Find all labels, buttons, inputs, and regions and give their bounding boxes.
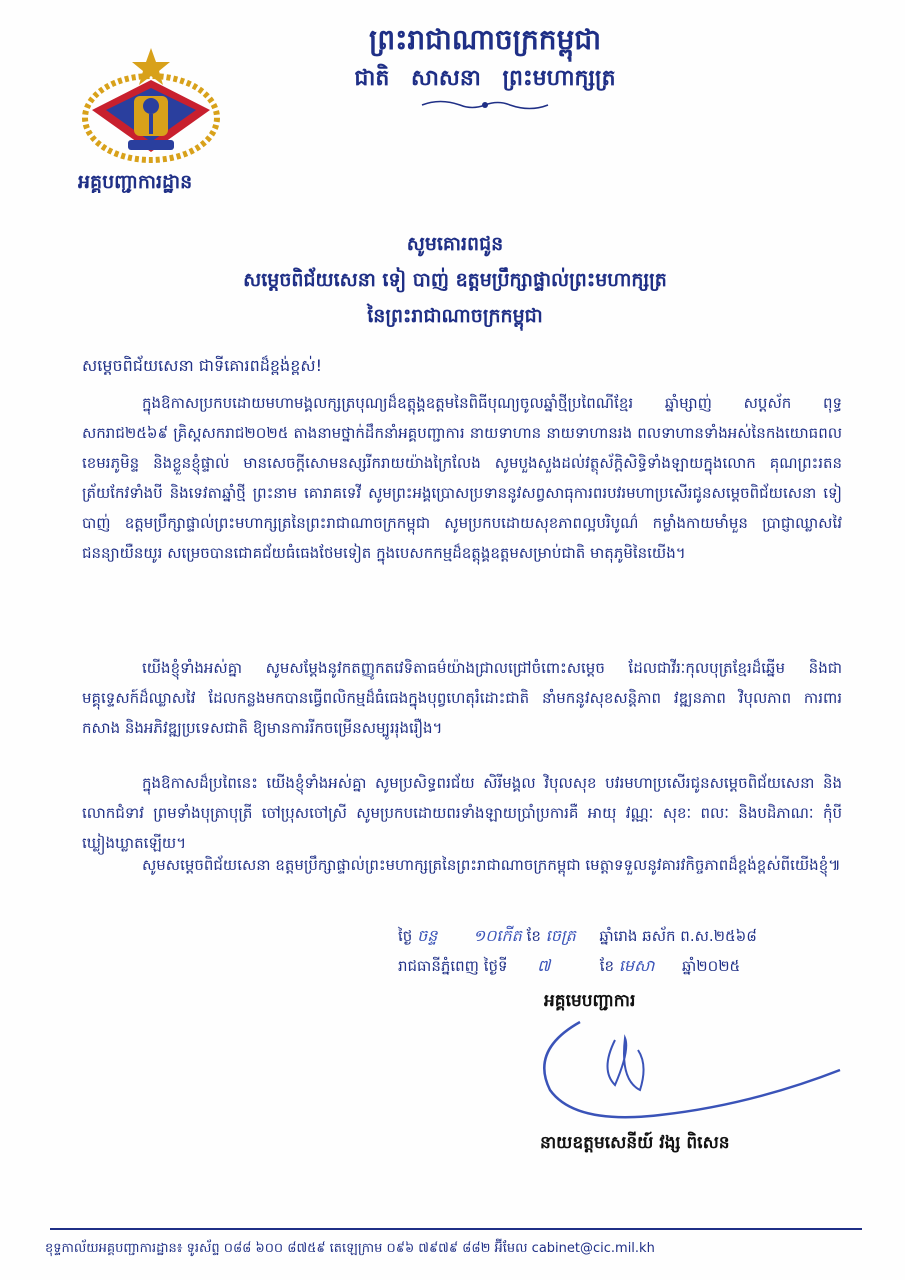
kingdom-heading: ព្រះរាជាណាចក្រកម្ពុជា: [368, 23, 601, 56]
paragraph-4: [82, 850, 842, 880]
solar-month-prefix: ខែ: [599, 957, 615, 975]
city-day-prefix: រាជធានីភ្នំពេញ ថ្ងៃទី: [398, 957, 508, 975]
lunar-date-line: [398, 925, 757, 949]
lunar-month-prefix: ខែ: [526, 927, 541, 945]
solar-year: ឆ្នាំ២០២៥: [681, 957, 741, 975]
footer-contact: ខុទ្ទកាល័យអគ្គបញ្ជាការដ្ឋាន៖ ទូរស័ព្ទ ០៨៨ ៦០០ ៨៧៥៩ តេឡេក្រាម ០៩៦ ៧៩៧៩ ៨៨២ អ៊ីមែល cabinet@cic.mil.kh: [45, 1241, 655, 1256]
salutation-heading: សូមគោរពជូន: [406, 233, 504, 255]
lunar-year: ឆ្នាំរោង ឆស័ក ព.ស.២៥៦៨: [599, 927, 757, 945]
lunar-month-handwritten: ចេត្រ: [545, 926, 576, 945]
addressee-name: សម្តេចពិជ័យសេនា ទៀ បាញ់ ឧត្តមប្រឹក្សាផ្ទាល់ព្រះមហាក្សត្រ: [243, 269, 667, 291]
solar-date-line: [398, 955, 740, 979]
paragraph-3: [82, 768, 842, 858]
lunar-day-prefix: ថ្ងៃ: [398, 927, 413, 945]
army-emblem-icon: [72, 40, 230, 170]
addressee-country: នៃព្រះរាជាណាចក្រកម្ពុជា: [367, 305, 543, 327]
solar-day-handwritten: ៧: [537, 956, 551, 975]
solar-month-handwritten: មេសា: [618, 956, 655, 975]
national-motto: ជាតិ សាសនា ព្រះមហាក្សត្រ: [354, 66, 616, 91]
ornament-divider-icon: [420, 98, 550, 112]
org-name: អគ្គបញ្ជាការដ្ឋាន: [78, 171, 193, 193]
paragraph-4-text: សូមសម្តេចពិជ័យសេនា ឧត្តមប្រឹក្សាផ្ទាល់ព្រះមហាក្សត្រនៃព្រះរាជាណាចក្រកម្ពុជា មេត្តាទទួលនូវគារវកិច្ចភាពដ៏ខ្ពង់ខ្ពស់ពីយើងខ្ញុំ៕: [142, 856, 841, 874]
paragraph-2-text: យើងខ្ញុំទាំងអស់គ្នា សូមសម្តែងនូវកតញ្ញូកតវេទិតាធម៌យ៉ាងជ្រាលជ្រៅចំពោះសម្តេច ដែលជាវីរៈកុលបុត្រខ្មែរដ៏ឆ្នើម និងជាមគ្គុទ្ទេសក៍ដ៏ឈ្លាសវៃ ដែលកន្លងមកបានធ្វើពលិកម្មដ៏ធំធេងក្នុងបុព្វហេតុរំដោះជាតិ នាំមកនូវសុខសន្តិភាព វឌ្ឍនភាព វិបុលភាព ការពារ កសាង និងអភិវឌ្ឍប្រទេសជាតិ ឱ្យមានការរីកចម្រើនសម្បូររុងរឿង។: [82, 659, 842, 737]
paragraph-2: [82, 653, 842, 743]
footer-divider: [50, 1228, 862, 1230]
paragraph-1: [82, 388, 842, 568]
paragraph-1-text: ក្នុងឱកាសប្រកបដោយមហាមង្គលក្សត្របុណ្យដ៏ឧត្តុង្គឧត្តមនៃពិធីបុណ្យចូលឆ្នាំថ្មីប្រពៃណីខ្មែរ ឆ្នាំម្សាញ់ សប្តស័ក ពុទ្ធសករាជ២៥៦៩ គ្រិស្តសករាជ២០២៥ តាងនាមថ្នាក់ដឹកនាំអគ្គបញ្ជាការ នាយទាហាន នាយទាហានរង ពលទាហានទាំងអស់នៃកងយោធពលខេមរភូមិន្ទ និងខ្លួនខ្ញុំផ្ទាល់ មានសេចក្តីសោមនស្សរីករាយយ៉ាងក្រៃលែង សូមបួងសួងដល់វត្ថុស័ក្តិសិទ្ធិទាំងឡាយក្នុងលោក គុណព្រះរតនត្រ័យកែវទាំងបី និងទេវតាឆ្នាំថ្មី ព្រះនាម គោរាគទេវី សូមព្រះអង្គប្រោសប្រទាននូវសព្វសាធុការពរបវរមហាប្រសើរជូនសម្តេចពិជ័យសេនា ទៀ បាញ់ ឧត្តមប្រឹក្សាផ្ទាល់ព្រះមហាក្សត្រនៃព្រះរាជាណាចក្រកម្ពុជា សូមប្រកបដោយសុខភាពល្អបរិបូណ៌ កម្លាំងកាយមាំមួន ប្រាជ្ញាឈ្លាសវៃ ជនន្យាយឺនយូរ សម្រេចបានជោគជ័យធំធេងថែមទៀត ក្នុងបេសកកម្មដ៏ឧត្តុង្គឧត្តមសម្រាប់ជាតិ មាតុភូមិនៃយើង។: [82, 394, 842, 562]
handwritten-signature-icon: [520, 1010, 850, 1140]
paragraph-3-text: ក្នុងឱកាសដ៏ប្រពៃនេះ យើងខ្ញុំទាំងអស់គ្នា សូមប្រសិទ្ធពរជ័យ សិរីមង្គល វិបុលសុខ បវរមហាប្រសើរជូនសម្តេចពិជ័យសេនា និងលោកជំទាវ ព្រមទាំងបុត្រាបុត្រី ចៅប្រុសចៅស្រី សូមប្រកបដោយពរទាំងឡាយប្រាំប្រការគឺ អាយុ វណ្ណៈ សុខៈ ពលៈ និងបដិភាណៈ កុំបីឃ្លៀងឃ្លាតឡើយ។: [82, 774, 842, 852]
lunar-date-handwritten: ១០កើត: [472, 926, 522, 945]
greeting: សម្តេចពិជ័យសេនា ជាទីគោរពដ៏ខ្ពង់ខ្ពស់!: [82, 356, 323, 375]
signer-name: នាយឧត្តមសេនីយ៍ វង្ស ពិសេន: [540, 1133, 730, 1153]
signer-title: អគ្គមេបញ្ជាការ: [544, 991, 636, 1011]
lunar-day-handwritten: ចន្ទ: [417, 926, 438, 945]
